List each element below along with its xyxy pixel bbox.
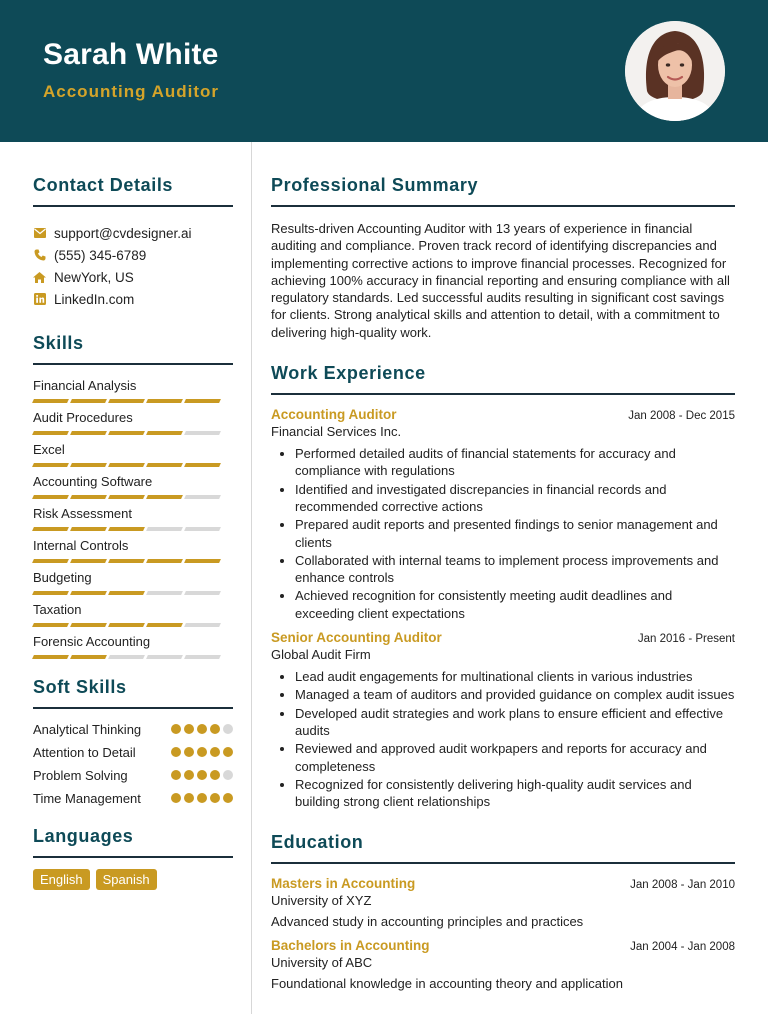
job-dates: Jan 2016 - Present: [637, 633, 735, 646]
soft-skill-rating: [171, 793, 233, 803]
languages-list: [33, 869, 233, 890]
soft-skill-item: [33, 721, 233, 738]
job-bullet: • Achieved recognition for consistently meeting audit deadlines and exceeding client expectations: [295, 587, 735, 622]
skill-level-segment: [146, 431, 183, 435]
skill-level-segment: [184, 623, 221, 627]
skill-level-segment: [184, 431, 221, 435]
job-bullet: • Managed a team of auditors and provided guidance on complex audit issues: [295, 686, 735, 703]
rating-dot: [223, 770, 233, 780]
skill-level-segment: [32, 559, 69, 563]
education-entry: [271, 876, 735, 929]
skill-item: [33, 441, 233, 473]
skill-level-segment: [184, 527, 221, 531]
profile-photo: [625, 21, 725, 121]
phone-icon: [33, 249, 46, 262]
rating-dot: [171, 793, 181, 803]
job-bullet: • Recognized for consistently delivering high-quality audit services and building strong client relationships: [295, 776, 735, 811]
skill-level-segment: [146, 591, 183, 595]
skill-name: Risk Assessment: [33, 506, 132, 521]
soft-skills-section: [33, 677, 233, 807]
skill-level-segment: [184, 655, 221, 659]
rating-dot: [171, 770, 181, 780]
contact-list: [33, 222, 233, 310]
skill-level-segment: [70, 495, 107, 499]
rating-dot: [184, 770, 194, 780]
skill-level-segment: [146, 463, 183, 467]
skill-level-segment: [70, 655, 107, 659]
skill-level-segment: [108, 527, 145, 531]
job-bullet: • Collaborated with internal teams to implement process improvements and enhance controls: [295, 552, 735, 587]
candidate-title: Accounting Auditor: [43, 82, 220, 101]
soft-skills-heading: Soft Skills: [33, 677, 233, 709]
contact-heading: Contact Details: [33, 175, 233, 207]
soft-skill-name: Problem Solving: [33, 768, 128, 783]
job-bullet: • Reviewed and approved audit workpapers and reports for accuracy and completeness: [295, 740, 735, 775]
skill-level-segment: [32, 527, 69, 531]
skill-name: Audit Procedures: [33, 410, 133, 425]
skill-level-segment: [146, 527, 183, 531]
rating-dot: [210, 747, 220, 757]
email-icon: [33, 227, 46, 240]
skill-level-bar: [33, 559, 233, 563]
skill-name: Budgeting: [33, 570, 92, 585]
skill-level-segment: [108, 623, 145, 627]
soft-skill-item: [33, 744, 233, 761]
skill-level-segment: [184, 463, 221, 467]
job-role: Accounting Auditor: [271, 407, 397, 423]
experience-heading: Work Experience: [271, 363, 735, 395]
soft-skills-list: [33, 721, 233, 807]
job-company: Global Audit Firm: [271, 647, 371, 663]
contact-phone[interactable]: [33, 244, 233, 266]
skill-level-segment: [108, 495, 145, 499]
education-entry: [271, 938, 735, 991]
skill-level-segment: [108, 655, 145, 659]
home-icon: [33, 271, 46, 284]
skill-item: [33, 633, 233, 665]
education-dates: Jan 2008 - Jan 2010: [630, 879, 735, 892]
skill-level-segment: [146, 399, 183, 403]
language-badge: English: [33, 869, 90, 890]
skill-level-segment: [70, 399, 107, 403]
skill-level-segment: [70, 463, 107, 467]
contact-email-text: support@cvdesigner.ai: [54, 225, 192, 241]
skill-level-bar: [33, 399, 233, 403]
degree: Bachelors in Accounting: [271, 938, 430, 954]
education-dates: Jan 2004 - Jan 2008: [630, 941, 735, 954]
skill-name: Taxation: [33, 602, 82, 617]
job-role: Senior Accounting Auditor: [271, 630, 442, 646]
education-heading: Education: [271, 832, 735, 864]
skill-level-segment: [32, 399, 69, 403]
soft-skill-name: Time Management: [33, 791, 141, 806]
school: University of ABC: [271, 955, 373, 971]
skill-level-segment: [32, 463, 69, 467]
skill-level-bar: [33, 463, 233, 467]
rating-dot: [184, 793, 194, 803]
rating-dot: [197, 770, 207, 780]
skill-level-bar: [33, 495, 233, 499]
summary-section: [271, 175, 735, 341]
skills-list: [33, 377, 233, 665]
skill-level-bar: [33, 431, 233, 435]
skill-level-bar: [33, 623, 233, 627]
skill-level-segment: [70, 527, 107, 531]
contact-linkedin-text: LinkedIn.com: [54, 291, 135, 307]
skill-item: [33, 569, 233, 601]
skill-level-segment: [70, 559, 107, 563]
school: University of XYZ: [271, 893, 372, 909]
skill-name: Forensic Accounting: [33, 634, 151, 649]
rating-dot: [223, 793, 233, 803]
summary-text: Results-driven Accounting Auditor with 13 years of experience in financial auditing and compliance. Proven track record of identifying discrepancies and implementing corrective actions to improve financial processes. Recognized for achieving 100% accuracy in financial reporting and ensuring compliance with all regulatory standards. Led successful audits resulting in significant cost savings for clients. Strong analytical skills and attention to detail, with a commitment to delivering high-quality work.: [271, 221, 730, 340]
rating-dot: [210, 793, 220, 803]
skill-item: [33, 377, 233, 409]
rating-dot: [197, 793, 207, 803]
skill-level-segment: [146, 655, 183, 659]
right-column: [271, 142, 735, 991]
job-bullet: • Developed audit strategies and work plans to ensure efficient and effective audits: [295, 705, 735, 740]
skill-level-segment: [108, 399, 145, 403]
skill-level-bar: [33, 591, 233, 595]
skills-heading: Skills: [33, 333, 233, 365]
skill-level-segment: [184, 591, 221, 595]
rating-dot: [210, 724, 220, 734]
contact-location: [33, 266, 233, 288]
job-dates: Jan 2008 - Dec 2015: [628, 410, 735, 423]
soft-skill-name: Analytical Thinking: [33, 722, 142, 737]
rating-dot: [197, 747, 207, 757]
job-bullet: • Identified and investigated discrepancies in financial records and recommended corrective actions: [295, 481, 735, 516]
skill-name: Excel: [33, 442, 65, 457]
rating-dot: [171, 724, 181, 734]
rating-dot: [197, 724, 207, 734]
rating-dot: [210, 770, 220, 780]
skill-level-segment: [184, 399, 221, 403]
skill-level-segment: [70, 623, 107, 627]
contact-linkedin[interactable]: [33, 288, 233, 310]
job-bullets: [271, 668, 735, 810]
rating-dot: [184, 724, 194, 734]
rating-dot: [223, 724, 233, 734]
skill-item: [33, 537, 233, 569]
skill-level-segment: [70, 431, 107, 435]
skill-name: Financial Analysis: [33, 378, 137, 393]
skill-name: Internal Controls: [33, 538, 129, 553]
languages-heading: Languages: [33, 826, 233, 858]
soft-skill-rating: [171, 747, 233, 757]
soft-skill-item: [33, 767, 233, 784]
soft-skill-rating: [171, 724, 233, 734]
skill-name: Accounting Software: [33, 474, 153, 489]
rating-dot: [184, 747, 194, 757]
skill-level-segment: [184, 495, 221, 499]
candidate-name: Sarah White: [43, 38, 219, 71]
resume-header: [0, 0, 768, 142]
job-entry: [271, 630, 735, 810]
soft-skill-name: Attention to Detail: [33, 745, 136, 760]
skill-item: [33, 601, 233, 633]
languages-section: [33, 826, 233, 890]
linkedin-icon: [33, 293, 46, 306]
education-section: [271, 832, 735, 991]
language-badge: Spanish: [96, 869, 157, 890]
skill-level-bar: [33, 655, 233, 659]
soft-skill-item: [33, 790, 233, 807]
profile-photo-illustration: [625, 21, 725, 121]
rating-dot: [171, 747, 181, 757]
skill-level-segment: [32, 623, 69, 627]
skill-level-segment: [146, 495, 183, 499]
skill-level-bar: [33, 527, 233, 531]
skill-item: [33, 409, 233, 441]
contact-section: [33, 175, 233, 310]
job-bullet: • Prepared audit reports and presented findings to senior management and clients: [295, 516, 735, 551]
column-divider: [251, 142, 252, 1014]
education-description: Advanced study in accounting principles and practices: [271, 914, 584, 930]
skill-level-segment: [184, 559, 221, 563]
summary-heading: Professional Summary: [271, 175, 735, 207]
experience-section: [271, 363, 735, 810]
soft-skill-rating: [171, 770, 233, 780]
skill-level-segment: [146, 623, 183, 627]
skill-level-segment: [32, 495, 69, 499]
skill-level-segment: [32, 591, 69, 595]
job-entry: [271, 407, 735, 622]
skill-item: [33, 473, 233, 505]
skill-level-segment: [108, 463, 145, 467]
skill-level-segment: [32, 431, 69, 435]
skill-item: [33, 505, 233, 537]
skill-level-segment: [108, 559, 145, 563]
contact-phone-text: (555) 345-6789: [54, 247, 147, 263]
contact-email[interactable]: [33, 222, 233, 244]
job-bullets: [271, 445, 735, 622]
job-bullet: • Performed detailed audits of financial statements for accuracy and compliance with regulations: [295, 445, 735, 480]
skill-level-segment: [108, 591, 145, 595]
job-bullet: • Lead audit engagements for multinational clients in various industries: [295, 668, 735, 685]
skill-level-segment: [32, 655, 69, 659]
education-description: Foundational knowledge in accounting theory and application: [271, 976, 623, 992]
skill-level-segment: [108, 431, 145, 435]
rating-dot: [223, 747, 233, 757]
left-column: [33, 142, 233, 890]
skill-level-segment: [70, 591, 107, 595]
skill-level-segment: [146, 559, 183, 563]
contact-location-text: NewYork, US: [54, 269, 134, 285]
skills-section: [33, 333, 233, 665]
job-company: Financial Services Inc.: [271, 424, 402, 440]
degree: Masters in Accounting: [271, 876, 416, 892]
